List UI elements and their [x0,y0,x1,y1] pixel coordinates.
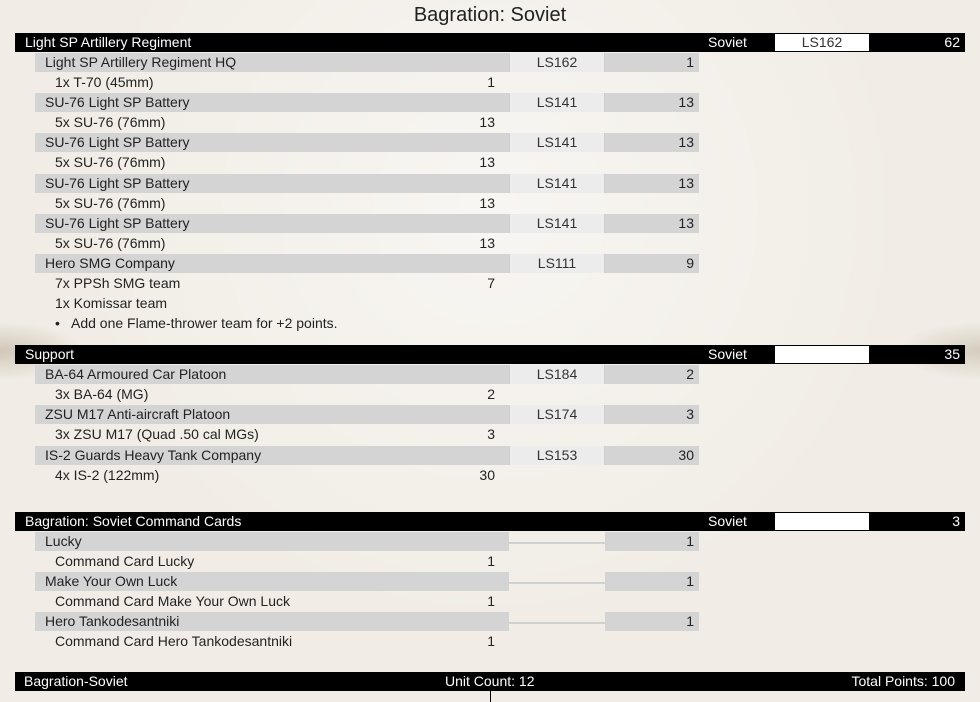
unit-name: ZSU M17 Anti-aircraft Platoon [35,405,509,424]
unit-name: IS-2 Guards Heavy Tank Company [35,446,509,465]
unit-row [35,53,699,72]
bullet-icon: • [55,315,60,331]
section-faction: Soviet [708,34,747,50]
unit-item [55,425,495,444]
item-name: Command Card Make Your Own Luck [55,593,290,609]
section-faction: Soviet [708,346,747,362]
section-name: Support [25,346,75,362]
unit-points: 13 [605,133,699,152]
unit-points: 1 [605,532,699,551]
unit-option [55,314,338,333]
unit-code [509,612,605,631]
unit-item [55,632,495,651]
item-count: 13 [479,235,495,251]
unit-row [35,133,699,152]
divider [490,691,491,702]
unit-name: Make Your Own Luck [35,572,509,591]
unit-name: SU-76 Light SP Battery [35,133,509,152]
unit-points: 3 [605,405,699,424]
section-code: LS162 [775,34,869,51]
section-header [15,33,965,52]
unit-row [35,174,699,193]
unit-name: SU-76 Light SP Battery [35,174,509,193]
unit-points: 1 [605,612,699,631]
footer-bar [15,672,965,691]
unit-code: LS141 [509,93,605,112]
section-points: 62 [944,34,960,50]
item-count: 1 [487,553,495,569]
item-count: 3 [487,426,495,442]
unit-row [35,93,699,112]
unit-code [509,532,605,551]
unit-item [55,153,495,172]
unit-points: 13 [605,93,699,112]
unit-row [35,365,699,384]
item-name: 4x IS-2 (122mm) [55,467,160,483]
unit-points: 30 [605,446,699,465]
section-code [775,513,869,530]
section-name: Light SP Artillery Regiment [25,34,192,50]
unit-code: LS162 [509,53,605,72]
unit-row [35,572,699,591]
unit-points: 13 [605,214,699,233]
unit-item [55,592,495,611]
item-name: 5x SU-76 (76mm) [55,235,166,251]
unit-points: 2 [605,365,699,384]
unit-row [35,446,699,465]
page-title: Bagration: Soviet [413,4,567,26]
unit-code: LS153 [509,446,605,465]
item-name: 3x BA-64 (MG) [55,386,149,402]
unit-item [55,466,495,485]
unit-points: 9 [605,254,699,273]
unit-row [35,405,699,424]
footer-list-name: Bagration-Soviet [24,673,128,689]
item-count: 30 [479,467,495,483]
unit-item [55,73,495,92]
item-name: 1x Komissar team [55,295,168,311]
section-points: 3 [952,513,960,529]
item-count: 1 [487,74,495,90]
section-code [775,346,869,363]
unit-name: Hero Tankodesantniki [35,612,509,631]
unit-name: Hero SMG Company [35,254,509,273]
footer-total-points: Total Points: 100 [851,673,955,689]
unit-item [55,113,495,132]
unit-code: LS141 [509,214,605,233]
item-name: 5x SU-76 (76mm) [55,154,166,170]
unit-code [509,572,605,591]
item-count: 1 [487,633,495,649]
unit-item [55,234,495,253]
unit-item [55,274,495,293]
item-count: 13 [479,154,495,170]
unit-points: 1 [605,572,699,591]
unit-row [35,214,699,233]
unit-name: SU-76 Light SP Battery [35,214,509,233]
unit-item [55,294,495,313]
item-name: Command Card Lucky [55,553,195,569]
item-name: 7x PPSh SMG team [55,275,181,291]
item-name: 1x T-70 (45mm) [55,74,154,90]
unit-code: LS174 [509,405,605,424]
unit-item [55,385,495,404]
unit-points: 13 [605,174,699,193]
unit-row [35,612,699,631]
unit-name: Lucky [35,532,509,551]
section-points: 35 [944,346,960,362]
item-name: 5x SU-76 (76mm) [55,195,166,211]
item-count: 13 [479,114,495,130]
unit-row [35,254,699,273]
unit-code: LS141 [509,174,605,193]
unit-code: LS141 [509,133,605,152]
unit-code: LS184 [509,365,605,384]
section-faction: Soviet [708,513,747,529]
section-name: Bagration: Soviet Command Cards [25,513,242,529]
unit-item [55,552,495,571]
item-count: 2 [487,386,495,402]
unit-code: LS111 [509,254,605,273]
unit-name: BA-64 Armoured Car Platoon [35,365,509,384]
item-count: 13 [479,195,495,211]
item-name: 5x SU-76 (76mm) [55,114,166,130]
unit-name: SU-76 Light SP Battery [35,93,509,112]
item-name: Command Card Hero Tankodesantniki [55,633,293,649]
item-count: 7 [487,275,495,291]
section-header [15,345,965,364]
unit-name: Light SP Artillery Regiment HQ [35,53,509,72]
unit-points: 1 [605,53,699,72]
footer-unit-count: Unit Count: 12 [445,673,535,689]
item-count: 1 [487,593,495,609]
unit-row [35,532,699,551]
section-header [15,512,965,531]
option-text: Add one Flame-thrower team for +2 points. [71,315,338,331]
item-name: 3x ZSU M17 (Quad .50 cal MGs) [55,426,259,442]
unit-item [55,194,495,213]
